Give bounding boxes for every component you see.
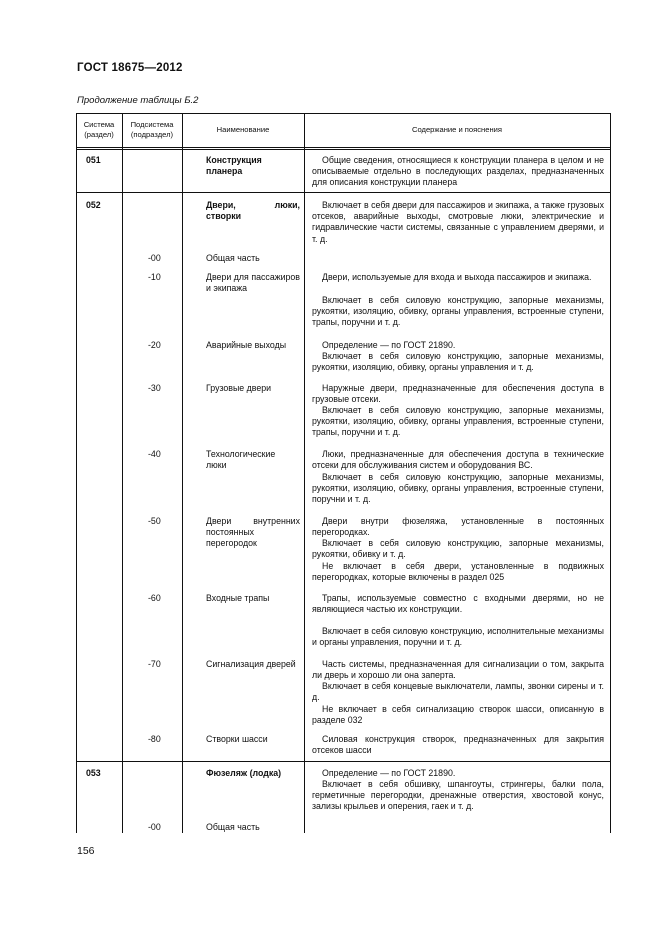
classification-table — [76, 113, 611, 833]
row-052-50-content-3: Не включает в себя двери, установленные в подвижных перегородках, которые включены в раздел 025 — [312, 561, 604, 583]
row-051-name: Конструкция планера — [206, 155, 262, 177]
row-052-70-subsystem: -70 — [148, 659, 161, 669]
row-052-40-content-1: Люки, предназначенные для обеспечения доступа в технические отсеки для обслуживания систем и оборудования ВС. — [312, 449, 604, 471]
header-divider — [76, 147, 611, 150]
row-053-00-subsystem: -00 — [148, 822, 161, 832]
column-divider — [304, 113, 305, 833]
table-border-top — [76, 113, 611, 114]
row-052-40-name: Технологические люки — [206, 449, 276, 471]
row-divider — [76, 761, 611, 762]
row-052-80-name: Створки шасси — [206, 734, 268, 744]
row-052-10-name: Двери для пассажиров и экипажа — [206, 272, 300, 294]
row-052-content-1: Включает в себя двери для пассажиров и экипажа, а также грузовых отсеков, аварийные выходы, смотровые люки, электрические и гидравлические части системы, связанные с управлением дверями, и т. д. — [312, 200, 604, 244]
row-052-60-subsystem: -60 — [148, 593, 161, 603]
row-052-80-content-1: Силовая конструкция створок, предназначенных для закрытия отсеков шасси — [312, 734, 604, 756]
row-052-00-name: Общая часть — [206, 253, 260, 263]
row-051-content-1: Общие сведения, относящиеся к конструкции планера в целом и не описываемые отдельно в последующих разделах, предназначенных для описания конструкции планера — [312, 155, 604, 188]
row-052-10-content-2: Включает в себя силовую конструкцию, запорные механизмы, рукоятки, изоляцию, обивку, органы управления, встроенные ступени, трапы, поручни и т. д. — [312, 295, 604, 328]
row-052-60-content-1: Трапы, используемые совместно с входными дверями, но не являющиеся частью их конструкции. — [312, 593, 604, 615]
row-052-60-name: Входные трапы — [206, 593, 270, 603]
header-name: Наименование — [216, 125, 270, 134]
row-052-30-content-1: Наружные двери, предназначенные для обеспечения доступа в грузовые отсеки. — [312, 383, 604, 405]
row-052-50-content-2: Включает в себя силовую конструкцию, запорные механизмы, рукоятки, обивку и т. д. — [312, 538, 604, 560]
row-052-80-subsystem: -80 — [148, 734, 161, 744]
standard-designation: ГОСТ 18675—2012 — [77, 62, 183, 74]
header-subsystem: Подсистема (подраздел) — [130, 120, 174, 139]
row-053-content-2: Включает в себя обшивку, шпангоуты, стрингеры, балки пола, герметичные перегородки, дренажные отверстия, хвостовой конус, зализы крыльев и оперения, гаек и т. д. — [312, 779, 604, 812]
row-052-70-content-1: Часть системы, предназначенная для сигнализации о том, закрыта ли дверь и хорошо ли она заперта. — [312, 659, 604, 681]
row-052-20-content-1: Определение — по ГОСТ 21890. — [322, 340, 456, 350]
column-divider — [182, 113, 183, 833]
row-053-system: 053 — [86, 768, 101, 778]
table-border-right — [610, 113, 611, 833]
row-052-20-content-2: Включает в себя силовую конструкцию, запорные механизмы, рукоятки, изоляцию, обивку, органы управления и т. д. — [312, 351, 604, 373]
row-052-50-subsystem: -50 — [148, 516, 161, 526]
row-052-70-name: Сигнализация дверей — [206, 659, 296, 669]
header-system: Система (раздел) — [83, 120, 115, 139]
row-052-system: 052 — [86, 200, 101, 210]
table-caption: Продолжение таблицы Б.2 — [77, 95, 199, 106]
row-053-00-name: Общая часть — [206, 822, 260, 832]
row-052-50-name: Двери внутренних постоянных перегородок — [206, 516, 300, 549]
row-052-30-name: Грузовые двери — [206, 383, 272, 393]
row-052-30-content-2: Включает в себя силовую конструкцию, запорные механизмы, рукоятки, изоляцию, обивку, органы управления, встроенные ступени, трапы, поручни и т. д. — [312, 405, 604, 438]
header-content: Содержание и пояснения — [411, 125, 503, 134]
row-052-name: Двери, люки, створки — [206, 200, 300, 222]
row-052-20-name: Аварийные выходы — [206, 340, 287, 350]
row-052-30-subsystem: -30 — [148, 383, 161, 393]
row-052-00-subsystem: -00 — [148, 253, 161, 263]
row-052-50-content-1: Двери внутри фюзеляжа, установленные в постоянных перегородках. — [312, 516, 604, 538]
table-border-left — [76, 113, 77, 833]
row-052-70-content-2: Включает в себя концевые выключатели, лампы, звонки сирены и т. д. — [312, 681, 604, 703]
row-052-10-subsystem: -10 — [148, 272, 161, 282]
row-052-20-subsystem: -20 — [148, 340, 161, 350]
row-051-system: 051 — [86, 155, 101, 165]
row-052-60-content-2: Включает в себя силовую конструкцию, исполнительные механизмы и органы управления, поручни и т. д. — [312, 626, 604, 648]
row-053-content-1: Определение — по ГОСТ 21890. — [322, 768, 456, 778]
row-052-10-content-1: Двери, используемые для входа и выхода пассажиров и экипажа. — [322, 272, 592, 282]
row-052-70-content-3: Не включает в себя сигнализацию створок шасси, описанную в разделе 032 — [312, 704, 604, 726]
row-divider — [76, 192, 611, 193]
row-053-name: Фюзеляж (лодка) — [206, 768, 282, 778]
column-divider — [122, 113, 123, 833]
row-052-40-content-2: Включает в себя силовую конструкцию, запорные механизмы, рукоятки, изоляцию, обивку, органы управления, встроенные ступени, поручни и т. д. — [312, 472, 604, 505]
row-052-40-subsystem: -40 — [148, 449, 161, 459]
page-number: 156 — [77, 845, 95, 857]
